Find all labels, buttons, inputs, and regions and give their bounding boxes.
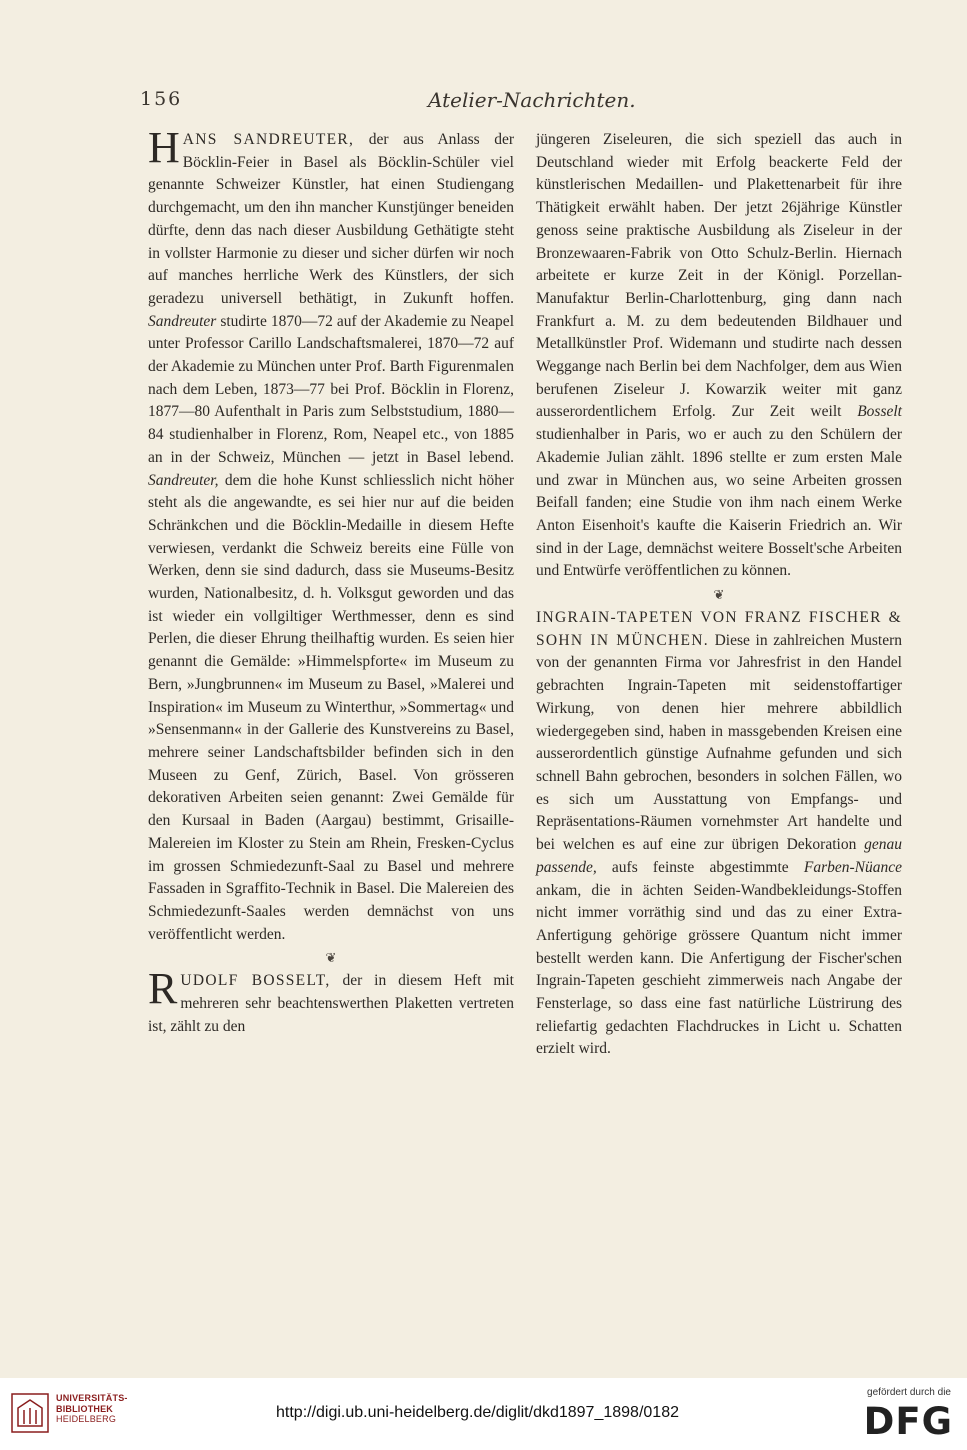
running-title: Atelier-Nachrichten. — [428, 88, 636, 112]
ingrain-heading: INGRAIN-TAPETEN VON FRANZ FISCHER & SOHN IN MÜNCHEN. — [536, 609, 902, 649]
lead-caps-bosselt: UDOLF BOSSELT, — [180, 972, 331, 990]
sandreuter-name-italic-2: Sandreuter, — [148, 471, 219, 489]
bosselt-text: der in diesem Heft mit mehreren sehr beachtenswerthen Plaketten vertreten ist, zählt zu den — [148, 972, 514, 1035]
fleuron-ornament-icon: ❦ — [713, 587, 725, 603]
permalink-url[interactable]: http://digi.ub.uni-heidelberg.de/diglit/dkd1897_1898/0182 — [276, 1404, 679, 1421]
ingrain-emphasis-1: genau passende, — [536, 836, 902, 876]
footer-bar — [0, 1378, 967, 1450]
university-seal-icon — [10, 1392, 50, 1434]
article-ingrain — [536, 607, 902, 1061]
dfg-logo: DFG — [863, 1400, 953, 1443]
ingrain-emphasis-2: Farben-Nüance — [803, 858, 902, 876]
ingrain-text-2: aufs feinste abgestimmte — [596, 858, 804, 876]
fleuron-ornament-icon: ❦ — [325, 950, 337, 966]
sandreuter-text-3: dem die hohe Kunst schliesslich nicht höher steht als die angewandte, es sei hier nur auf die beiden Schränkchen und die Böcklin-Medaille in diesem Hefte verwiesen, verdankt die Schweiz bereits eine Fülle von Werken, denn sie sind dadurch, dass sie Museums-Besitz wurden, Nationalbesitz, d. h. Volksgut geworden und das ist wieder ein vollgiltiger Werthmesser, denn es sind Perlen, die dieser Ehrung theilhaftig wurden. Es seien hier genannt die Gemälde: »Himmelspforte« im Museum zu Bern, »Jungbrunnen« im Museum zu Basel, »Malerei und Inspiration« im Museum zu Winterthur, »Sommertag« und »Sensenmann« in der Gallerie des Kunstvereins zu Basel, mehrere seiner Landschaftsbilder befinden sich in den Museen zu Genf, Zürich, Basel. Von grösseren dekorativen Arbeiten seien genannt: Zwei Gemälde für den Kursaal in Baden (Aargau) bestimmt, Grisaille-Malereien im Kloster zu Stein am Rhein, Fresken-Cyclus im grossen Schmiedezunft-Saal zu Basel und mehrere Fassaden in Sgraffito-Technik in Basel. Die Malereien des Schmiedezunft-Saales werden demnächst von uns veröffentlicht werden. — [148, 471, 514, 943]
article-bosselt-continued — [536, 129, 902, 583]
drop-cap-h: H — [148, 123, 180, 172]
sandreuter-name-italic-1: Sandreuter — [148, 312, 217, 330]
page-number: 156 — [140, 88, 183, 110]
bosselt-cont-text-2: studienhalber in Paris, wo er auch zu den Schülern der Akademie Julian zählt. 1896 stellte er zum ersten Male und zwar in München aus, wo seine Arbeiten grossen Beifall fanden; eine Studie von ihm nach einem Werke Anton Eisenhoit's kaufte die Kaiserin Friedrich an. Wir sind in der Lage, demnächst weitere Bosselt'sche Arbeiten und Entwürfe veröffentlichen zu können. — [536, 426, 902, 580]
ingrain-text-1: Diese in zahlreichen Mustern von der genannten Firma vor Jahresfrist in den Handel gebrachten Ingrain-Tapeten mit seidenstoffartiger Wirkung, von denen hier mehrere abbildlich wiedergegeben sind, haben in massgebenden Kreisen eine ausserordentlich günstige Aufnahme gefunden und sich schnell Bahn gebrochen, besonders in solchen Fällen, wo es sich um Ausstattung von Empfangs- und Repräsentations-Räumen vornehmster Art handelte und bei welchen es auf eine zur übrigen Dekoration — [536, 631, 902, 854]
bosselt-cont-text-1: jüngeren Ziseleuren, die sich speziell das auch in Deutschland wieder mit Erfolg beackerte Feld der künstlerischen Medaillen- und Plakettenarbeit für ihre Thätigkeit erwählt haben. Der jetzt 26jährige Künstler genoss seine praktische Ausbildung als Ziseleur in der Bronzewaaren-Fabrik von Otto Schulz-Berlin. Hiernach arbeitete er kurze Zeit in der Königl. Porzellan-Manufaktur Berlin-Charlottenburg, ging dann nach Frankfurt a. M. zu dem bedeutenden Bildhauer und Metallkünstler Prof. Widemann und studirte nach dessen Weggange nach Berlin bei dem Nachfolger, dem aus Wien berufenen Ziseleur J. Kowarzik weiter mit ganz ausserordentlichem Erfolg. Zur Zeit weilt — [536, 131, 902, 421]
lead-caps-sandreuter: ANS SANDREUTER, — [182, 131, 355, 148]
sandreuter-text-1: der aus Anlass der Böcklin-Feier in Basel als Böcklin-Schüler viel genannte Schweizer Künstler, hat einen Studiengang durchgemacht, um den ihn mancher Kunstjünger beneiden dürfte, denn das nach dieser Ausbildung Gethätigte steht in vollster Harmonie zu dieser und sicher dürfen wir noch auf manches herrliche Werk des Künstlers, der sich geradezu universell bethätigt, in Zukunft hoffen. — [148, 131, 514, 307]
ingrain-text-3: ankam, die in ächten Seiden-Wandbekleidungs-Stoffen nicht immer vorräthig sind und das zu einer Extra-Anfertigung gehörige grössere Quantum nicht immer bestellt werden kann. Die Anfertigung der Fischer'schen Ingrain-Tapeten geschieht zimmerweis nach Angabe der Fensterlage, so dass eine fast natürliche Lüstrirung des reliefartig gedachten Flachdruckes in Licht u. Schatten erzielt wird. — [536, 881, 902, 1058]
funded-by-label: gefördert durch die — [867, 1387, 951, 1398]
left-column — [148, 123, 514, 1038]
article-sandreuter — [148, 123, 514, 946]
drop-cap-r: R — [148, 964, 178, 1014]
article-bosselt — [148, 964, 514, 1038]
library-name-line-2: BIBLIOTHEK — [56, 1403, 113, 1414]
library-name-line-1: UNIVERSITÄTS- — [56, 1393, 128, 1403]
library-name-line-3: HEIDELBERG — [56, 1414, 117, 1424]
right-column — [536, 129, 902, 1061]
bosselt-name-italic: Bosselt — [857, 403, 902, 421]
sandreuter-text-2: studirte 1870—72 auf der Akademie zu Neapel unter Professor Carillo Landschaftsmalerei, 1870—72 auf der Akademie zu München unter Prof. Barth Figurenmalen nach dem Leben, 1873—77 bei Prof. Böcklin in Florenz, 1877—80 Aufenthalt in Paris zum Selbststudium, 1880—84 studienhalber in Florenz, Rom, Neapel etc., von 1885 an in der Schweiz, München — jetzt in Basel lebend. — [148, 312, 514, 466]
library-name — [56, 1393, 128, 1425]
